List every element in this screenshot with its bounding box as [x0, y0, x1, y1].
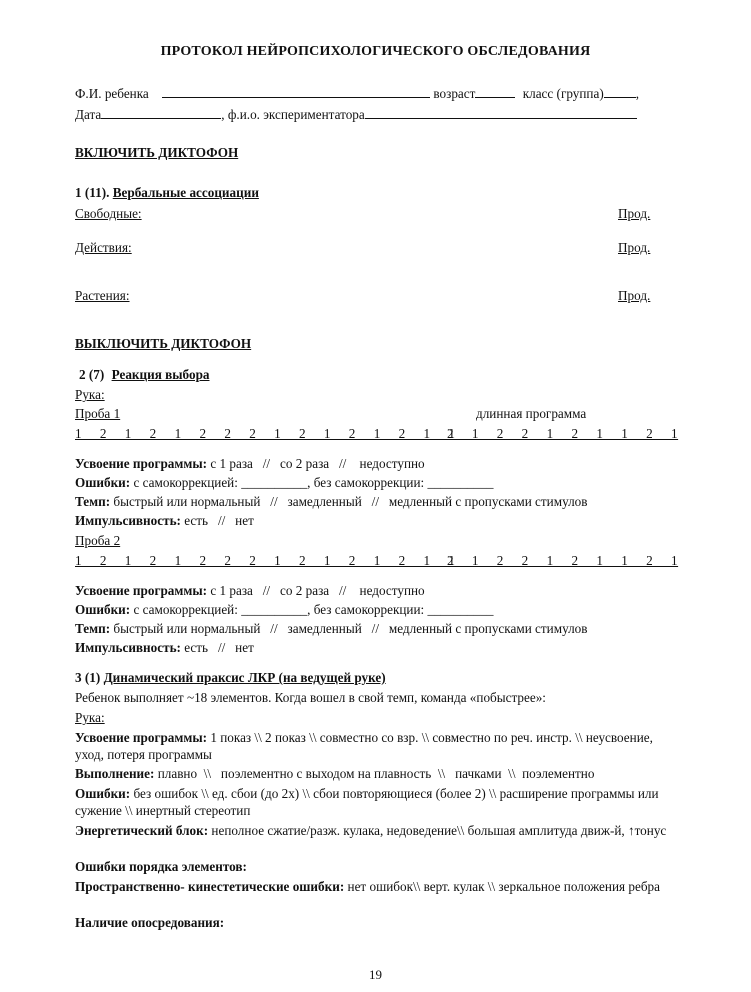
page-number: 19 [369, 967, 382, 982]
dyn-energy-label: Энергетический блок: [75, 823, 209, 838]
free-label: Свободные: [75, 206, 142, 221]
trial2-tempo [75, 621, 587, 637]
trial2-sequence-a: 1 2 1 2 1 2 2 2 1 2 1 2 1 2 1 1 [75, 553, 456, 568]
dyn-spatial-errors-label: Пространственно- кинестетические ошибки: [75, 879, 345, 894]
experimenter-label: , ф.и.о. экспериментатора [221, 107, 365, 122]
dyn-mediation [75, 915, 224, 931]
trial2-label: Проба 2 [75, 533, 121, 548]
section2-number: 2 (7) [79, 367, 105, 382]
assimilation-options: с 1 раза // со 2 раза // недоступно [210, 456, 425, 471]
section2-title: Реакция выбора [111, 367, 210, 382]
errors-text: с самокоррекцией: __________, без самокоррекции: __________ [133, 602, 494, 617]
child-name-row [75, 86, 639, 102]
trial1-tempo [75, 494, 587, 510]
trial1-sequence-b: 2 1 2 2 1 2 1 1 2 1 [447, 426, 679, 441]
dyn-energy-text: неполное сжатие/разж. кулака, недоведение\\ большая амплитуда движ-й, ↑тонус [211, 823, 667, 838]
dyn-spatial-errors-text: нет ошибок\\ верт. кулак \\ зеркальное положения ребра [347, 879, 660, 894]
impulsivity-label: Импульсивность: [75, 640, 181, 655]
trial2-impulsivity [75, 640, 254, 656]
section3-hand-label: Рука: [75, 710, 105, 725]
errors-text: с самокоррекцией: __________, без самокоррекции: __________ [133, 475, 494, 490]
age-field[interactable] [475, 86, 515, 98]
section1-number: 1 (11). [75, 185, 110, 200]
class-label: класс (группа) [522, 86, 604, 101]
dyn-assimilation-label: Усвоение программы: [75, 730, 208, 745]
plants-label: Растения: [75, 288, 130, 303]
actions-label: Действия: [75, 240, 132, 255]
section3-heading [75, 670, 386, 686]
dyn-assimilation-text: 1 показ \\ 2 показ \\ совместно со взр. \\ совместно по реч. инстр. \\ неусвоение, уход, потеря программы [75, 730, 653, 762]
plants-prod: Прод. [618, 288, 651, 303]
section1-heading [75, 185, 259, 201]
tempo-label: Темп: [75, 621, 111, 636]
dyn-assimilation [75, 729, 667, 763]
child-name-field[interactable] [162, 86, 430, 98]
section3-number: 3 (1) [75, 670, 101, 685]
class-field[interactable] [604, 86, 636, 98]
actions-prod: Прод. [618, 240, 651, 255]
tempo-options: быстрый или нормальный // замедленный // медленный с пропусками стимулов [113, 621, 588, 636]
trial2-assimilation [75, 583, 425, 599]
trial1-errors [75, 475, 493, 491]
page-title: ПРОТОКОЛ НЕЙРОПСИХОЛОГИЧЕСКОГО ОБСЛЕДОВАНИЯ [160, 44, 591, 59]
dyn-execution-text: плавно \\ поэлементно с выходом на плавность \\ пачками \\ поэлементно [157, 766, 595, 781]
hand-label: Рука: [75, 387, 105, 402]
trial1-sequence-a: 1 2 1 2 1 2 2 2 1 2 1 2 1 2 1 1 [75, 426, 456, 441]
section1-title: Вербальные ассоциации [112, 185, 259, 200]
trial2-errors [75, 602, 493, 618]
dyn-mediation-label: Наличие опосредования: [75, 915, 225, 930]
trial1-label: Проба 1 [75, 406, 121, 421]
assimilation-options: с 1 раза // со 2 раза // недоступно [210, 583, 425, 598]
section3-intro: Ребенок выполняет ~18 элементов. Когда вошел в свой темп, команда «побыстрее»: [75, 690, 546, 705]
free-prod: Прод. [618, 206, 651, 221]
tempo-options: быстрый или нормальный // замедленный // медленный с пропусками стимулов [113, 494, 588, 509]
date-field[interactable] [101, 107, 221, 119]
impulsivity-options: есть // нет [184, 640, 254, 655]
section3-title: Динамический праксис ЛКР (на ведущей руке) [103, 670, 386, 685]
comma: , [635, 86, 640, 101]
errors-label: Ошибки: [75, 475, 131, 490]
impulsivity-label: Импульсивность: [75, 513, 181, 528]
child-name-label: Ф.И. ребенка [75, 86, 149, 101]
dyn-order-errors-label: Ошибки порядка элементов: [75, 859, 247, 874]
trial1-impulsivity [75, 513, 254, 529]
assimilation-label: Усвоение программы: [75, 583, 208, 598]
dyn-errors-text: без ошибок \\ ед. сбои (до 2х) \\ сбои повторяющиеся (более 2) \\ расширение программы или сужение \\ инертный стереотип [75, 786, 659, 818]
dictaphone-on: ВКЛЮЧИТЬ ДИКТОФОН [75, 145, 239, 160]
date-label: Дата [75, 107, 102, 122]
age-label: возраст [433, 86, 476, 101]
section2-heading [79, 367, 210, 383]
dyn-errors-label: Ошибки: [75, 786, 131, 801]
dyn-execution [75, 766, 594, 782]
experimenter-field[interactable] [365, 107, 637, 119]
long-program-label: длинная программа [476, 406, 587, 421]
dyn-execution-label: Выполнение: [75, 766, 155, 781]
trial1-assimilation [75, 456, 425, 472]
errors-label: Ошибки: [75, 602, 131, 617]
impulsivity-options: есть // нет [184, 513, 254, 528]
date-row [75, 107, 637, 123]
dyn-errors [75, 785, 667, 819]
trial2-sequence-b: 2 1 2 2 1 2 1 1 2 1 [447, 553, 679, 568]
dyn-spatial-errors [75, 878, 667, 895]
tempo-label: Темп: [75, 494, 111, 509]
dyn-energy [75, 822, 667, 839]
dyn-order-errors [75, 859, 247, 875]
assimilation-label: Усвоение программы: [75, 456, 208, 471]
dictaphone-off: ВЫКЛЮЧИТЬ ДИКТОФОН [75, 336, 252, 351]
